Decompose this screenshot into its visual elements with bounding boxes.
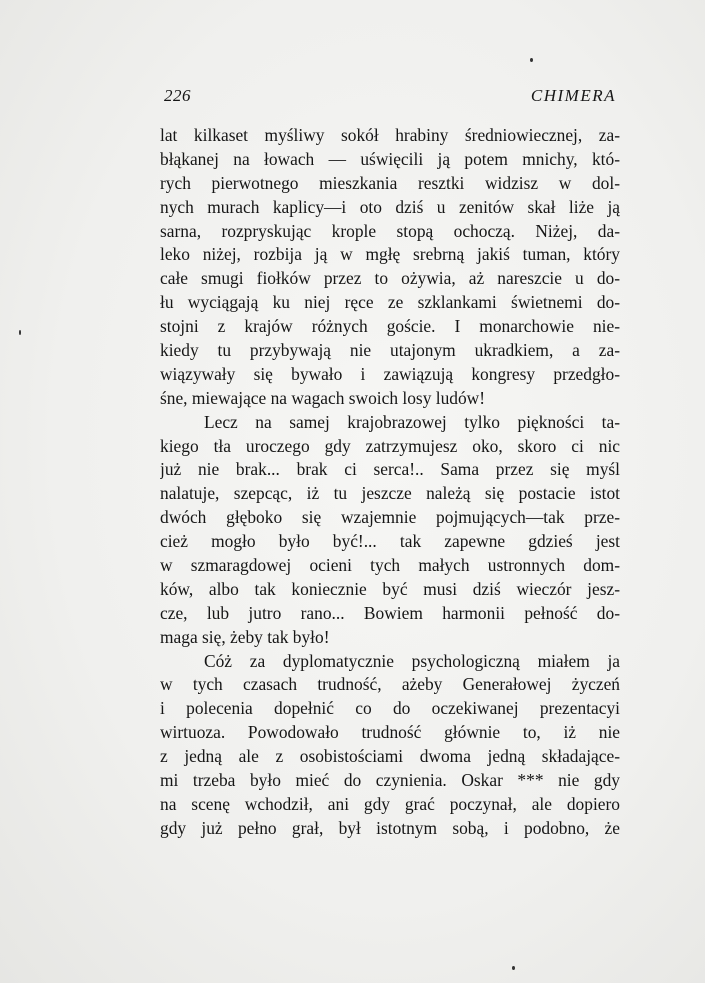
text-line: na scenę wchodził, ani gdy grać poczynał, ale dopiero xyxy=(160,793,620,814)
text-line: śne, miewające na wagach swoich losy ludów! xyxy=(160,387,486,408)
print-speck xyxy=(512,966,515,970)
text-line: cież mogło było być!... tak zapewne gdzieś jest xyxy=(160,531,620,552)
text-line: kiego tła uroczego gdy zatrzymujesz oko, skoro ci nic xyxy=(160,435,620,456)
text-line: stojni z krajów różnych goście. I monarchowie nie- xyxy=(160,316,620,337)
text-line: w tych czasach trudność, ażeby Generałowej życzeń xyxy=(160,674,620,695)
page-number: 226 xyxy=(164,86,191,105)
print-speck xyxy=(19,330,21,335)
text-line: nalatuje, szepcąc, iż tu jeszcze należą się postacie istot xyxy=(160,483,620,504)
text-line: maga się, żeby tak było! xyxy=(160,626,330,647)
paragraph-first-line: Lecz na samej krajobrazowej tylko piękności ta- xyxy=(204,411,620,432)
text-line: z jedną ale z osobistościami dwoma jedną składające- xyxy=(160,746,620,767)
text-line: kiedy tu przybywają nie utajonym ukradkiem, a za- xyxy=(160,340,620,361)
text-line: rych pierwotnego mieszkania resztki widzisz w dol- xyxy=(160,172,620,193)
print-speck xyxy=(530,58,533,62)
text-line: już nie brak... brak ci serca!.. Sama przez się myśl xyxy=(160,459,620,480)
body-text xyxy=(160,124,620,841)
text-line: sarna, rozpryskując krople stopą ochoczą. Niżej, da- xyxy=(160,220,620,241)
paragraph-first-line: Cóż za dyplomatycznie psychologiczną miałem ja xyxy=(204,650,620,671)
text-line: wirtuoza. Powodowało trudność głównie to, iż nie xyxy=(160,722,620,743)
text-line: lat kilkaset myśliwy sokół hrabiny średniowiecznej, za- xyxy=(160,125,620,145)
running-title: CHIMERA xyxy=(530,86,616,105)
text-line: mi trzeba było mieć do czynienia. Oskar *** nie gdy xyxy=(160,770,620,791)
page-header xyxy=(164,86,616,110)
text-line: wiązywały się bywało i zawiązują kongresy przedgło- xyxy=(160,363,620,384)
text-line: łu wyciągają ku niej ręce ze szklankami świetnemi do- xyxy=(160,292,620,313)
text-line: nych murach kaplicy—i oto dziś u zenitów skał liże ją xyxy=(160,196,620,217)
text-line: błąkanej na łowach — uświęcili ją potem mnichy, któ- xyxy=(160,148,620,169)
text-line: dwóch głęboko się wzajemnie pojmujących—tak prze- xyxy=(160,507,620,528)
text-line: cze, lub jutro rano... Bowiem harmonii pełność do- xyxy=(160,602,620,623)
text-line: gdy już pełno grał, był istotnym sobą, i podobno, że xyxy=(160,817,620,838)
text-line: całe smugi fiołków przez to ożywia, aż nareszcie u do- xyxy=(160,268,620,289)
text-line: i polecenia dopełnić co do oczekiwanej prezentacyi xyxy=(160,698,620,719)
text-line: w szmaragdowej ocieni tych małych ustronnych dom- xyxy=(160,555,620,576)
text-line: leko niżej, rozbija ją w mgłę srebrną jakiś tuman, który xyxy=(160,244,620,265)
text-line: ków, albo tak koniecznie być musi dziś wieczór jesz- xyxy=(160,578,620,599)
